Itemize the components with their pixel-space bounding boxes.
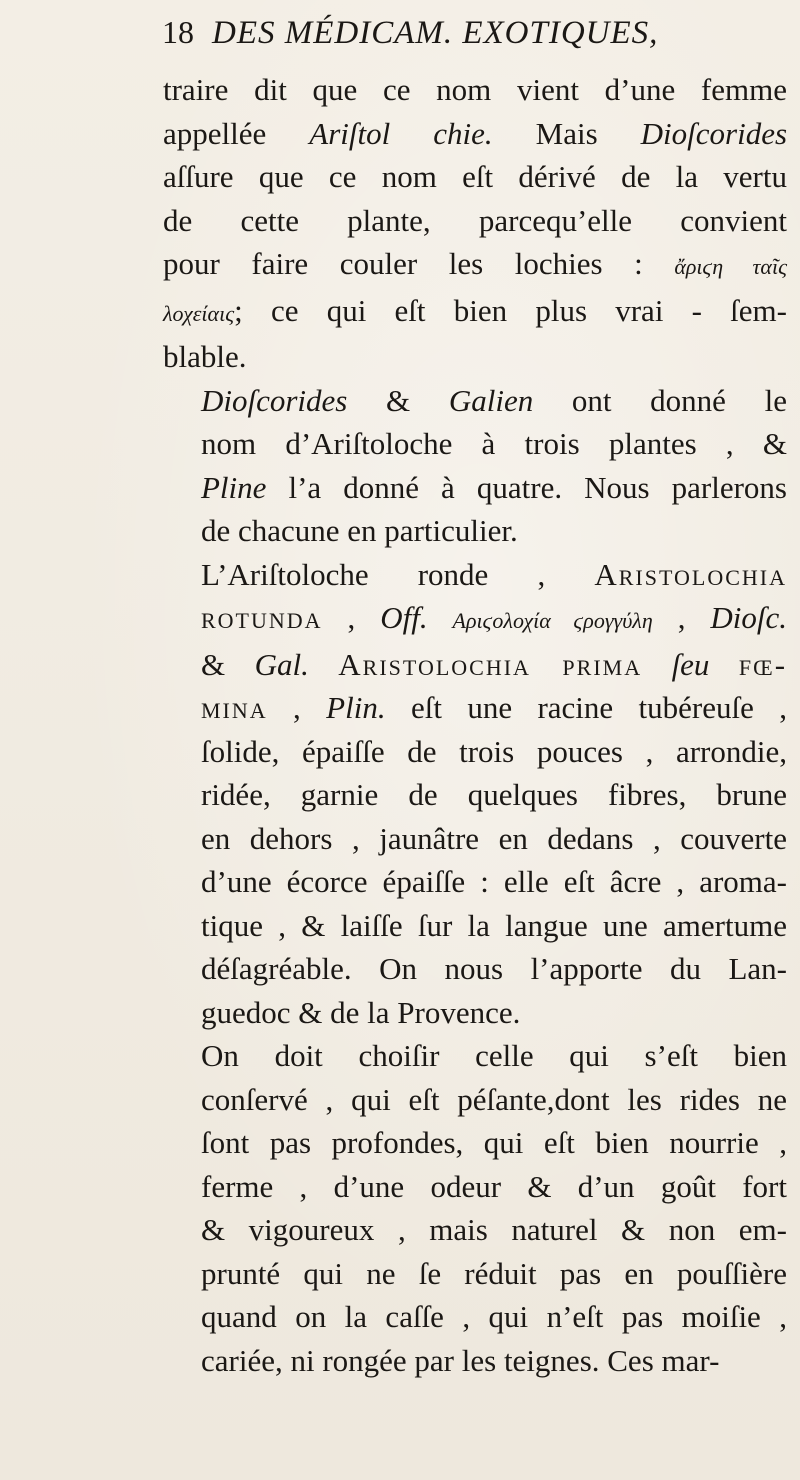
text-line (163, 155, 787, 199)
text-run (428, 600, 453, 635)
text-run: tique , & laiſſe ſur la langue une amertume (201, 907, 787, 943)
greek-text: ἄριϛη ταῖς (674, 254, 787, 279)
page-header (162, 14, 782, 70)
paragraph (163, 553, 787, 1035)
text-line (163, 553, 787, 597)
text-line (163, 773, 787, 817)
text-line (163, 1121, 787, 1165)
italic-text: Ariſtol chie. (309, 115, 493, 151)
text-line (163, 199, 787, 243)
text-run: prunté qui ne ſe réduit pas en pouſſière (201, 1255, 787, 1291)
italic-text: Gal. (254, 646, 309, 682)
text-line (163, 289, 787, 336)
text-line (163, 904, 787, 948)
body-text (163, 68, 787, 1382)
text-run: aſſure que ce nom eſt dérivé de la vertu (163, 159, 787, 194)
page-number: 18 (162, 14, 194, 50)
text-run: & (201, 646, 255, 682)
text-line (163, 68, 787, 112)
text-line (163, 1208, 787, 1252)
text-line (163, 509, 787, 553)
text-line (163, 730, 787, 774)
text-line (163, 1295, 787, 1339)
small-caps-text: Aristolochia prima (338, 646, 643, 682)
text-line (163, 466, 787, 510)
text-run: ſolide, épaiſſe de trois pouces , arrondie, (201, 733, 787, 769)
greek-text: Αριϛολοχία ϛρογγύλη (452, 608, 653, 633)
text-run: déſagréable. On nous l’apporte du Lan- (201, 951, 787, 986)
text-run: l’a donné à quatre. Nous parlerons (266, 469, 787, 505)
text-run: guedoc & de la Provence. (201, 994, 521, 1030)
paragraph (163, 1034, 787, 1382)
text-run: conſervé , qui eſt péſante,dont les rides ne (201, 1081, 787, 1117)
text-run: ſont pas profondes, qui eſt bien nourrie , (201, 1125, 787, 1160)
text-line (163, 860, 787, 904)
italic-text: Pline (201, 469, 267, 505)
italic-text: Dioſcorides (201, 382, 348, 418)
text-line (163, 1165, 787, 1209)
text-line (163, 335, 787, 379)
text-run: traire dit que ce nom vient d’une femme (163, 72, 787, 107)
text-run: L’Ariſtoloche ronde , (201, 556, 595, 592)
text-run: & (347, 382, 449, 418)
small-caps-text: Aristolochia (594, 556, 787, 592)
text-line (163, 242, 787, 289)
text-run: ferme , d’une odeur & d’un goût fort (201, 1168, 787, 1204)
text-line (163, 596, 787, 643)
italic-text: Dioſc. (710, 600, 788, 635)
italic-text: ſeu (671, 646, 710, 682)
text-run: pour faire couler les lochies : (163, 246, 675, 281)
text-run: & vigoureux , mais naturel & non em- (201, 1212, 787, 1247)
text-line (163, 422, 787, 466)
text-line (163, 686, 787, 730)
text-run: , (322, 600, 381, 635)
text-line (163, 112, 787, 156)
text-run: , (267, 690, 327, 725)
text-run (709, 647, 738, 682)
text-line (163, 1078, 787, 1122)
text-run: eſt une racine tubéreuſe , (385, 690, 787, 725)
text-line (163, 1339, 787, 1383)
paragraph (163, 379, 787, 553)
italic-text: Galien (448, 382, 534, 418)
italic-text: Plin. (326, 690, 386, 725)
text-run: ridée, garnie de quelques fibres, brune (201, 777, 787, 812)
text-run: nom d’Ariſtoloche à trois plantes , & (201, 426, 787, 461)
small-caps-text: fœ- (738, 646, 788, 682)
text-line (163, 817, 787, 861)
text-run: Mais (492, 115, 641, 151)
paragraph (163, 68, 787, 379)
text-line (163, 379, 787, 423)
small-caps-text: mina (201, 690, 268, 725)
running-head: DES MÉDICAM. EXOTIQUES, (212, 15, 659, 51)
text-line (163, 1252, 787, 1296)
text-run: ont donné le (533, 382, 787, 418)
text-run: appellée (163, 115, 310, 151)
italic-text: Off. (380, 600, 428, 635)
text-line (163, 643, 787, 687)
text-run: d’une écorce épaiſſe : elle eſt âcre , aroma- (201, 864, 787, 899)
text-run: de cette plante, parcequ’elle convient (163, 202, 787, 238)
text-run: de chacune en particulier. (201, 513, 518, 548)
text-line (163, 947, 787, 991)
text-run: cariée, ni rongée par les teignes. Ces mar- (201, 1342, 720, 1378)
text-run: On doit choiſir celle qui s’eſt bien (201, 1038, 787, 1073)
text-run: en dehors , jaunâtre en dedans , couverte (201, 820, 787, 856)
text-run: ; ce qui eſt bien plus vrai - ſem- (234, 292, 787, 328)
italic-text: Dioſcorides (640, 115, 788, 151)
greek-text: λοχείαις (163, 300, 235, 326)
text-line (163, 991, 787, 1035)
text-run (642, 647, 671, 682)
text-run: quand on la caſſe , qui n’eſt pas moiſie , (201, 1299, 787, 1334)
small-caps-text: rotunda (201, 600, 323, 635)
text-line (163, 1034, 787, 1078)
text-run (309, 647, 338, 682)
text-run: blable. (163, 339, 247, 374)
text-run: , (652, 600, 711, 635)
